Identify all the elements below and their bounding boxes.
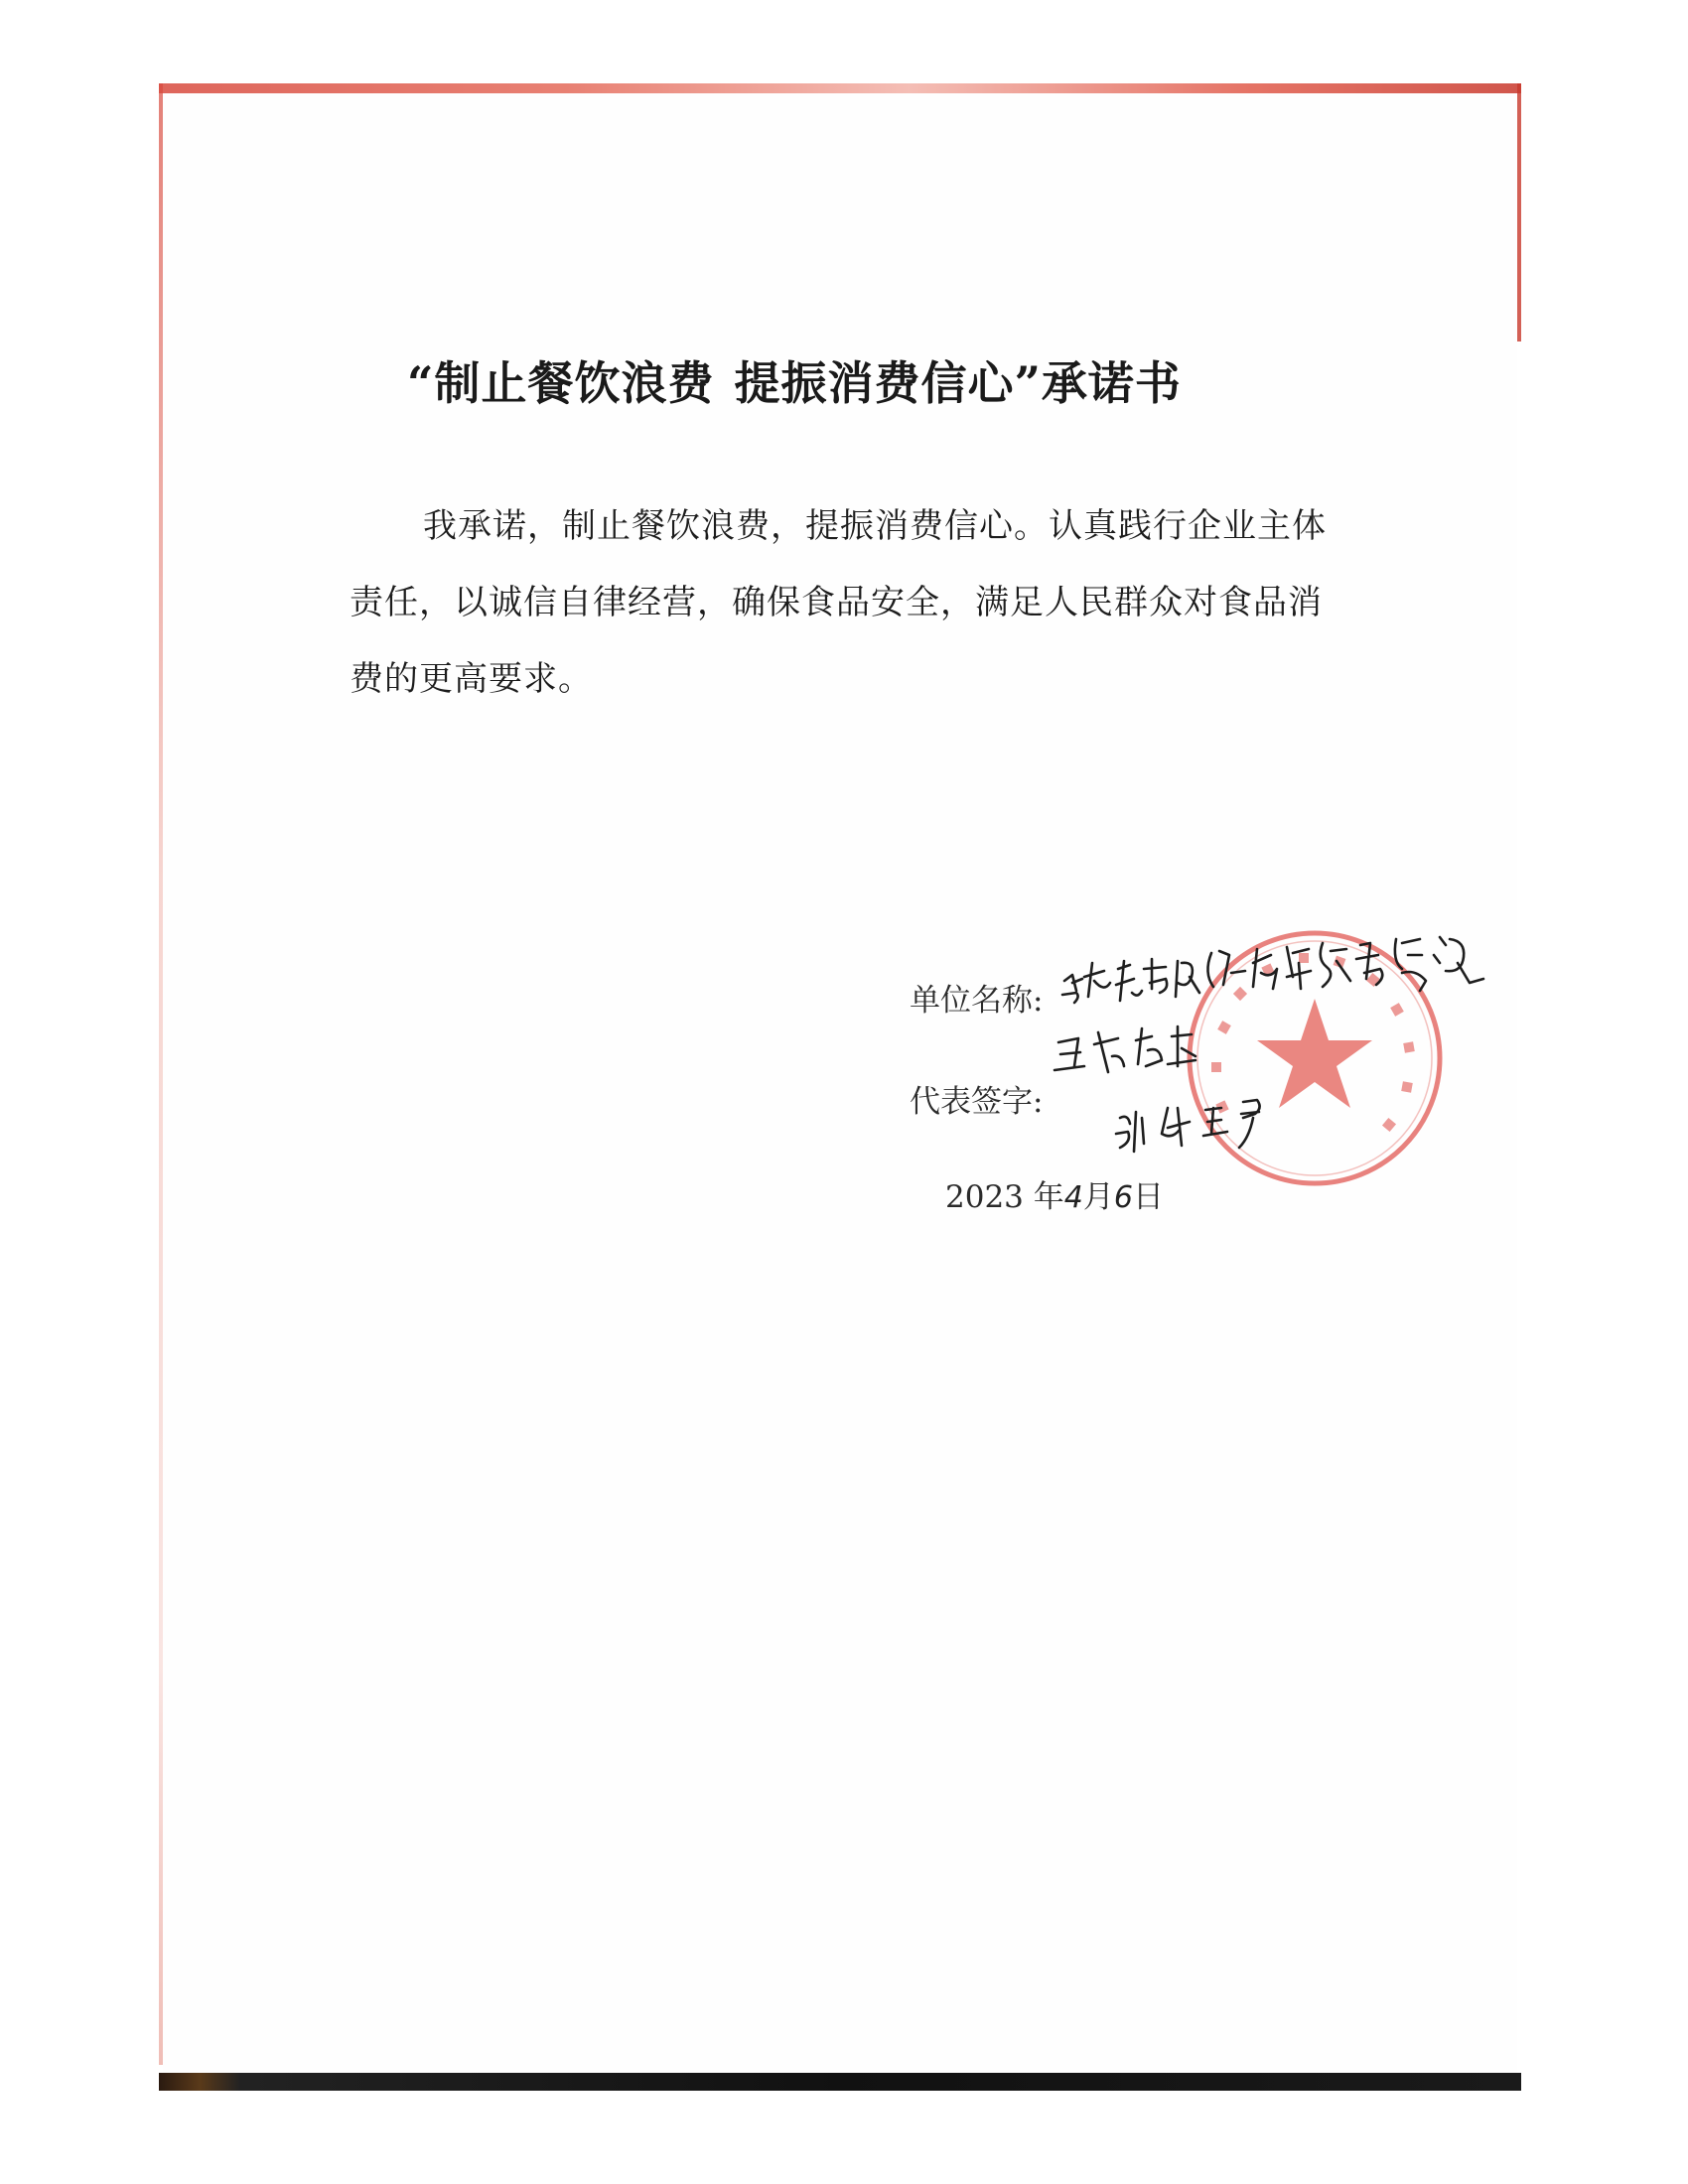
title-part-2: 提振消费信心”承诺书	[734, 356, 1182, 410]
unit-name-label: 单位名称:	[910, 983, 1044, 1019]
date-day: 6	[1113, 1180, 1133, 1215]
signature-label: 代表签字:	[910, 1084, 1044, 1120]
date-year-suffix: 年	[1033, 1179, 1064, 1215]
date-month: 4	[1063, 1180, 1083, 1215]
red-paper-edge-right	[1517, 83, 1521, 341]
scan-bottom-edge	[159, 2073, 1521, 2091]
date-day-suffix: 日	[1132, 1179, 1164, 1215]
handwritten-signature	[1116, 1100, 1260, 1152]
date-month-suffix: 月	[1082, 1179, 1114, 1215]
handwritten-unit-name-line-2	[1055, 1026, 1196, 1072]
handwritten-unit-name-line-1	[1062, 937, 1483, 1003]
title-part-1: “制止餐饮浪费	[407, 356, 715, 410]
handwritten-entries	[1033, 933, 1509, 1181]
date-year: 2023	[945, 1179, 1024, 1215]
commitment-paragraph: 我承诺，制止餐饮浪费，提振消费信心。认真践行企业主体责任，以诚信自律经营，确保食品安全，满足人民群众对食品消费的更高要求。	[350, 506, 1327, 699]
red-paper-edge-top	[159, 83, 1521, 93]
document-title	[407, 347, 1301, 413]
